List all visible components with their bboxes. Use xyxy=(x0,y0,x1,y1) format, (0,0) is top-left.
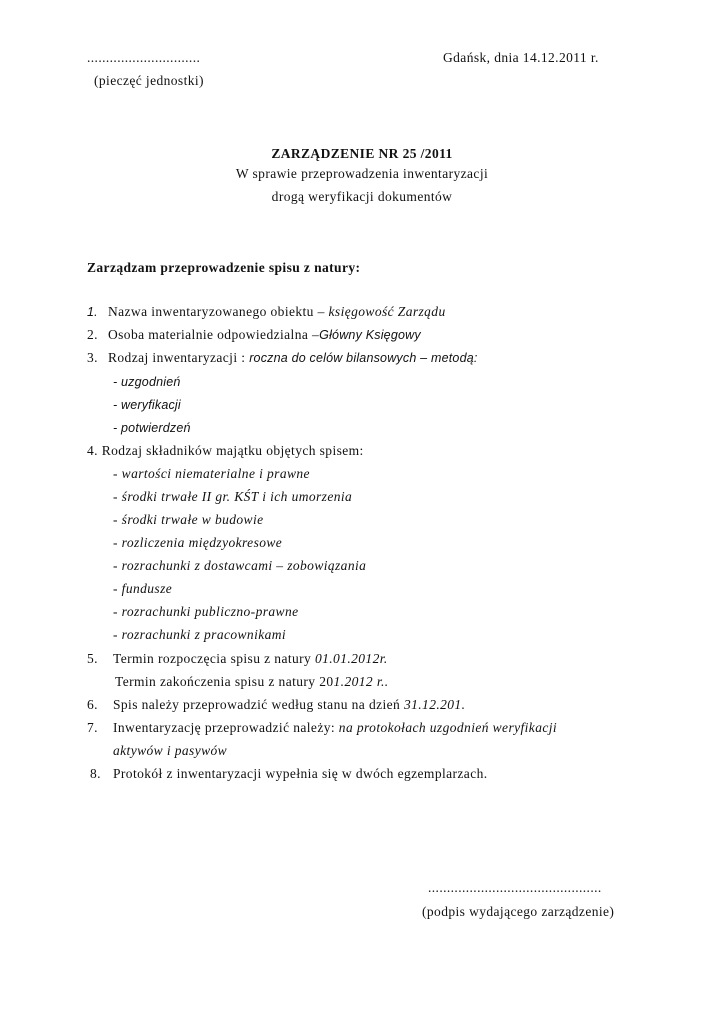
signature-dots: .............................................. xyxy=(428,880,602,895)
item-value: księgowość Zarządu xyxy=(328,304,446,319)
item-label: Osoba materialnie odpowiedzialna – xyxy=(108,327,320,342)
place-date: Gdańsk, dnia 14.12.2011 r. xyxy=(443,50,599,65)
asset-item: - fundusze xyxy=(113,581,173,596)
asset-item: - rozrachunki z pracownikami xyxy=(113,627,287,642)
method-item: - weryfikacji xyxy=(113,398,181,412)
list-item-5 xyxy=(87,649,388,669)
asset-item: - rozrachunki z dostawcami – zobowiązania xyxy=(113,558,367,573)
list-item-4: 4. Rodzaj składników majątku objętych spisem: xyxy=(87,443,364,458)
list-item-6 xyxy=(87,695,465,715)
item-value: 01.01.2012r. xyxy=(314,651,388,666)
item-label: Termin rozpoczęcia spisu z natury xyxy=(113,651,315,666)
list-item-5-end xyxy=(115,672,389,692)
asset-item: - rozliczenia międzyokresowe xyxy=(113,535,283,550)
asset-item: - wartości niematerialne i prawne xyxy=(113,466,310,481)
item-number: 6. xyxy=(87,697,98,712)
item-number: 2. xyxy=(87,327,98,342)
signature-label: (podpis wydającego zarządzenie) xyxy=(422,904,615,919)
item-label: Nazwa inwentaryzowanego obiektu – xyxy=(108,304,329,319)
document-heading: ZARZĄDZENIE NR 25 /2011 xyxy=(271,146,453,161)
stamp-label: (pieczęć jednostki) xyxy=(94,73,204,88)
item-number: 3. xyxy=(87,350,98,365)
item-value: na protokołach uzgodnień weryfikacji xyxy=(338,720,558,735)
list-item-7 xyxy=(87,718,557,738)
item-number: 1. xyxy=(87,305,98,319)
asset-item: - środki trwałe w budowie xyxy=(113,512,264,527)
asset-item: - rozrachunki publiczno-prawne xyxy=(113,604,299,619)
item-value: roczna do celów bilansowych – metodą: xyxy=(249,351,478,365)
list-item-3 xyxy=(87,348,478,368)
item-label: Spis należy przeprowadzić według stanu na dzień xyxy=(113,697,404,712)
asset-item: - środki trwałe II gr. KŚT i ich umorzenia xyxy=(113,489,353,504)
item-label: Inwentaryzację przeprowadzić należy: xyxy=(113,720,339,735)
method-item: - potwierdzeń xyxy=(113,421,191,435)
item-number: 5. xyxy=(87,651,98,666)
subject-line-1: W sprawie przeprowadzenia inwentaryzacji xyxy=(235,166,489,181)
method-item: - uzgodnień xyxy=(113,375,181,389)
item-value: 1.2012 r.. xyxy=(333,674,389,689)
item-label: Protokół z inwentaryzacji wypełnia się w dwóch egzemplarzach. xyxy=(113,766,488,781)
subject-line-2: drogą weryfikacji dokumentów xyxy=(271,189,453,204)
item-value: Główny Księgowy xyxy=(319,328,421,342)
list-item-1 xyxy=(87,302,446,322)
list-item-7-continuation: aktywów i pasywów xyxy=(113,743,228,758)
item-value: 31.12.201. xyxy=(403,697,466,712)
item-number: 8. xyxy=(90,766,101,781)
list-item-8 xyxy=(90,764,488,784)
item-number: 7. xyxy=(87,720,98,735)
item-label: Rodzaj inwentaryzacji : xyxy=(108,350,250,365)
list-item-2 xyxy=(87,325,421,345)
item-label: Termin zakończenia spisu z natury 20 xyxy=(115,674,334,689)
stamp-dots: .............................. xyxy=(87,50,201,65)
intro-statement: Zarządzam przeprowadzenie spisu z natury: xyxy=(87,260,361,275)
